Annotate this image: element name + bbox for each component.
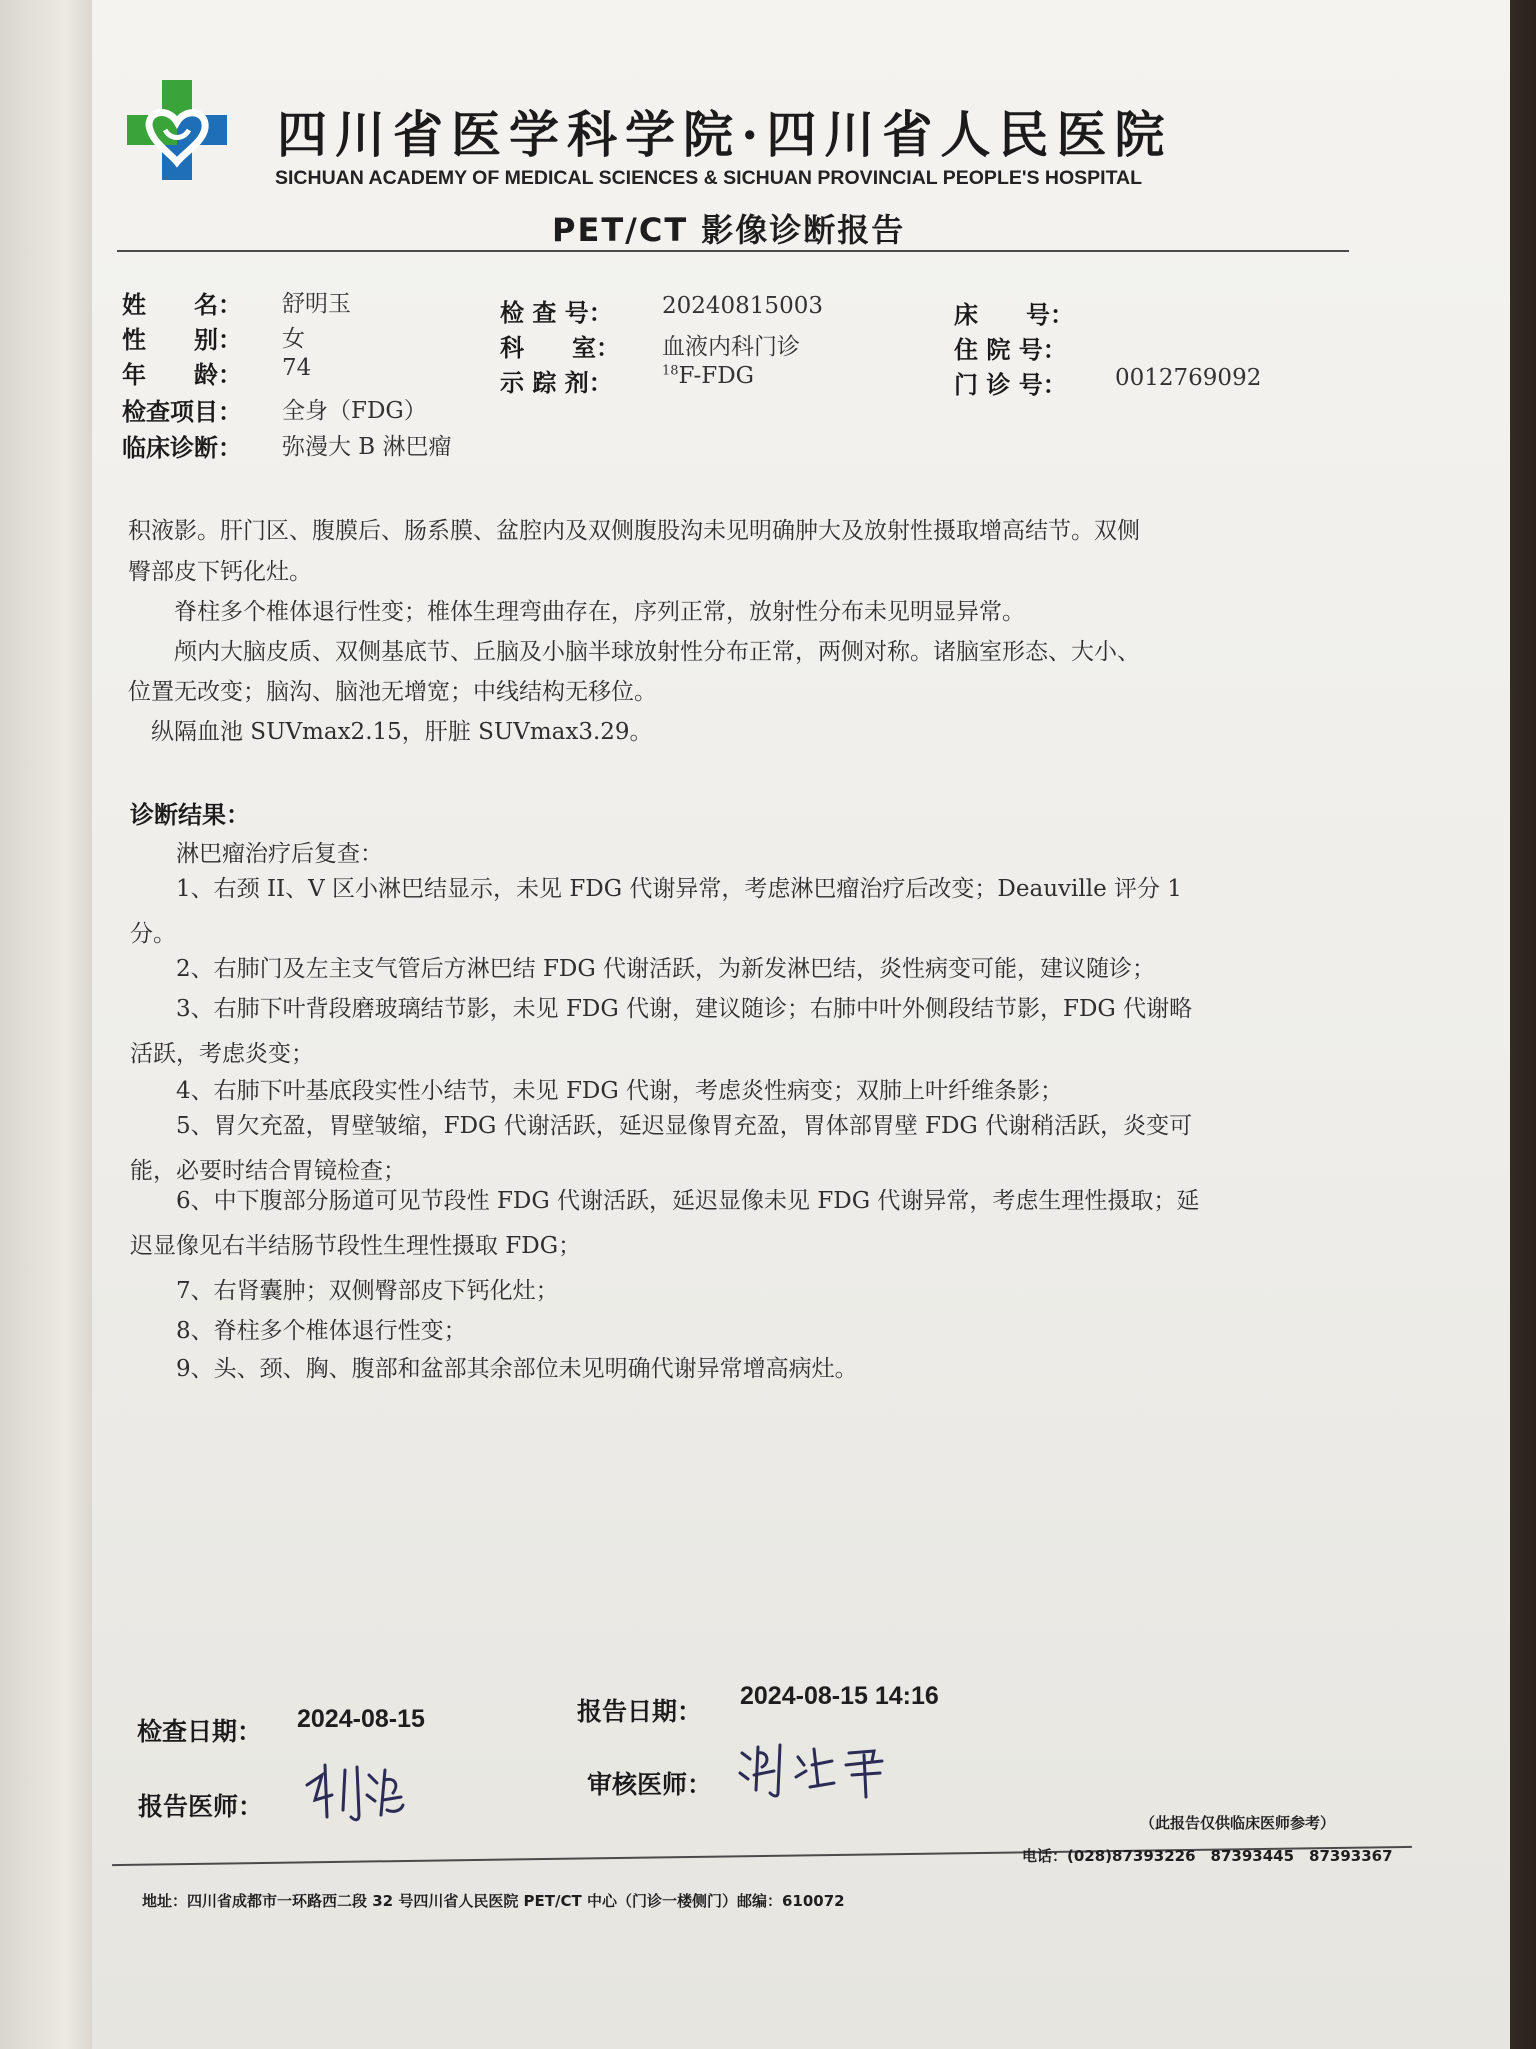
conclusion-line: 5、胃欠充盈，胃壁皱缩，FDG 代谢活跃，延迟显像胃充盈，胃体部胃壁 FDG 代谢稍活跃，炎变可 xyxy=(130,1113,1193,1139)
exam-item-label: 检查项目： xyxy=(122,398,242,426)
exam-date: 2024-08-15 xyxy=(297,1705,425,1733)
outpatient-no-label: 门 诊 号： xyxy=(954,371,1067,399)
reviewer-signature xyxy=(734,1735,904,1805)
conclusion-line: 分。 xyxy=(130,921,176,947)
findings-line: 颅内大脑皮质、双侧基底节、丘脑及小脑半球放射性分布正常，两侧对称。诸脑室形态、大小、 xyxy=(128,639,1140,665)
conclusion-line: 2、右肺门及左主支气管后方淋巴结 FDG 代谢活跃，为新发淋巴结，炎性病变可能，建议随诊； xyxy=(130,956,1156,982)
department-label: 科 室： xyxy=(500,334,620,362)
report-title: PET/CT 影像诊断报告 xyxy=(552,211,906,249)
report-date-label: 报告日期： xyxy=(577,1697,703,1726)
inpatient-no-label: 住 院 号： xyxy=(954,336,1067,364)
patient-name: 舒明玉 xyxy=(282,291,351,317)
conclusion-line: 淋巴瘤治疗后复查： xyxy=(130,841,383,867)
reporter-signature xyxy=(297,1755,407,1825)
sex-label: 性 别： xyxy=(122,326,242,354)
bed-label: 床 号： xyxy=(954,301,1074,329)
address: 地址：四川省成都市一环路西二段 32 号四川省人民医院 PET/CT 中心（门诊一楼侧门）邮编：610072 xyxy=(142,1892,845,1910)
report-date: 2024-08-15 14:16 xyxy=(740,1682,939,1710)
tracer xyxy=(662,363,754,389)
conclusion-line: 3、右肺下叶背段磨玻璃结节影，未见 FDG 代谢，建议随诊；右肺中叶外侧段结节影，FDG 代谢略 xyxy=(130,996,1193,1022)
disclaimer: （此报告仅供临床医师参考） xyxy=(1140,1814,1336,1832)
findings-line: 位置无改变；脑沟、脑池无增宽；中线结构无移位。 xyxy=(128,679,657,705)
reporter-label: 报告医师： xyxy=(138,1792,264,1821)
tracer-isotope: 18 xyxy=(662,363,679,379)
outpatient-number: 0012769092 xyxy=(1115,365,1262,391)
header-divider xyxy=(117,250,1349,252)
hospital-logo-icon xyxy=(127,80,227,180)
exam-item: 全身（FDG） xyxy=(282,398,427,424)
findings-line: 脊柱多个椎体退行性变；椎体生理弯曲存在，序列正常，放射性分布未见明显异常。 xyxy=(128,599,1025,625)
tracer-label: 示 踪 剂： xyxy=(500,369,613,397)
name-label: 姓 名： xyxy=(122,291,242,319)
findings-line: 臀部皮下钙化灶。 xyxy=(128,559,312,585)
phone: 电话：(028)87393226 87393445 87393367 xyxy=(1022,1847,1393,1865)
conclusion-line: 能，必要时结合胃镜检查； xyxy=(130,1158,406,1184)
age-label: 年 龄： xyxy=(122,361,242,389)
exam-date-label: 检查日期： xyxy=(137,1717,263,1746)
conclusion-heading: 诊断结果： xyxy=(130,801,250,829)
tracer-name: F-FDG xyxy=(678,363,755,389)
findings-line: 纵隔血池 SUVmax2.15，肝脏 SUVmax3.29。 xyxy=(128,719,653,745)
conclusion-line: 8、脊柱多个椎体退行性变； xyxy=(130,1318,467,1344)
conclusion-line: 7、右肾囊肿；双侧臀部皮下钙化灶； xyxy=(130,1278,559,1304)
reviewer-label: 审核医师： xyxy=(587,1770,713,1799)
findings-line: 积液影。肝门区、腹膜后、肠系膜、盆腔内及双侧腹股沟未见明确肿大及放射性摄取增高结节。双侧 xyxy=(128,518,1140,544)
conclusion-line: 4、右肺下叶基底段实性小结节，未见 FDG 代谢，考虑炎性病变；双肺上叶纤维条影； xyxy=(130,1078,1064,1104)
conclusion-line: 迟显像见右半结肠节段性生理性摄取 FDG； xyxy=(130,1233,582,1259)
exam-number: 20240815003 xyxy=(662,293,823,319)
hospital-name-en: SICHUAN ACADEMY OF MEDICAL SCIENCES & SICHUAN PROVINCIAL PEOPLE'S HOSPITAL xyxy=(275,167,1143,189)
department: 血液内科门诊 xyxy=(662,334,800,360)
patient-sex: 女 xyxy=(282,326,305,352)
conclusion-line: 活跃，考虑炎变； xyxy=(130,1041,314,1067)
clinical-diagnosis-label: 临床诊断： xyxy=(122,434,242,462)
hospital-name-cn: 四川省医学科学院·四川省人民医院 xyxy=(277,105,1173,164)
clinical-diagnosis: 弥漫大 B 淋巴瘤 xyxy=(282,434,452,460)
conclusion-line: 9、头、颈、胸、腹部和盆部其余部位未见明确代谢异常增高病灶。 xyxy=(130,1356,858,1382)
conclusion-line: 6、中下腹部分肠道可见节段性 FDG 代谢活跃，延迟显像未见 FDG 代谢异常，考虑生理性摄取；延 xyxy=(130,1188,1200,1214)
conclusion-line: 1、右颈 II、V 区小淋巴结显示，未见 FDG 代谢异常，考虑淋巴瘤治疗后改变；Deauville 评分 1 xyxy=(130,876,1182,902)
report-page xyxy=(92,0,1510,2049)
exam-no-label: 检 查 号： xyxy=(500,299,613,327)
patient-age: 74 xyxy=(282,355,312,381)
